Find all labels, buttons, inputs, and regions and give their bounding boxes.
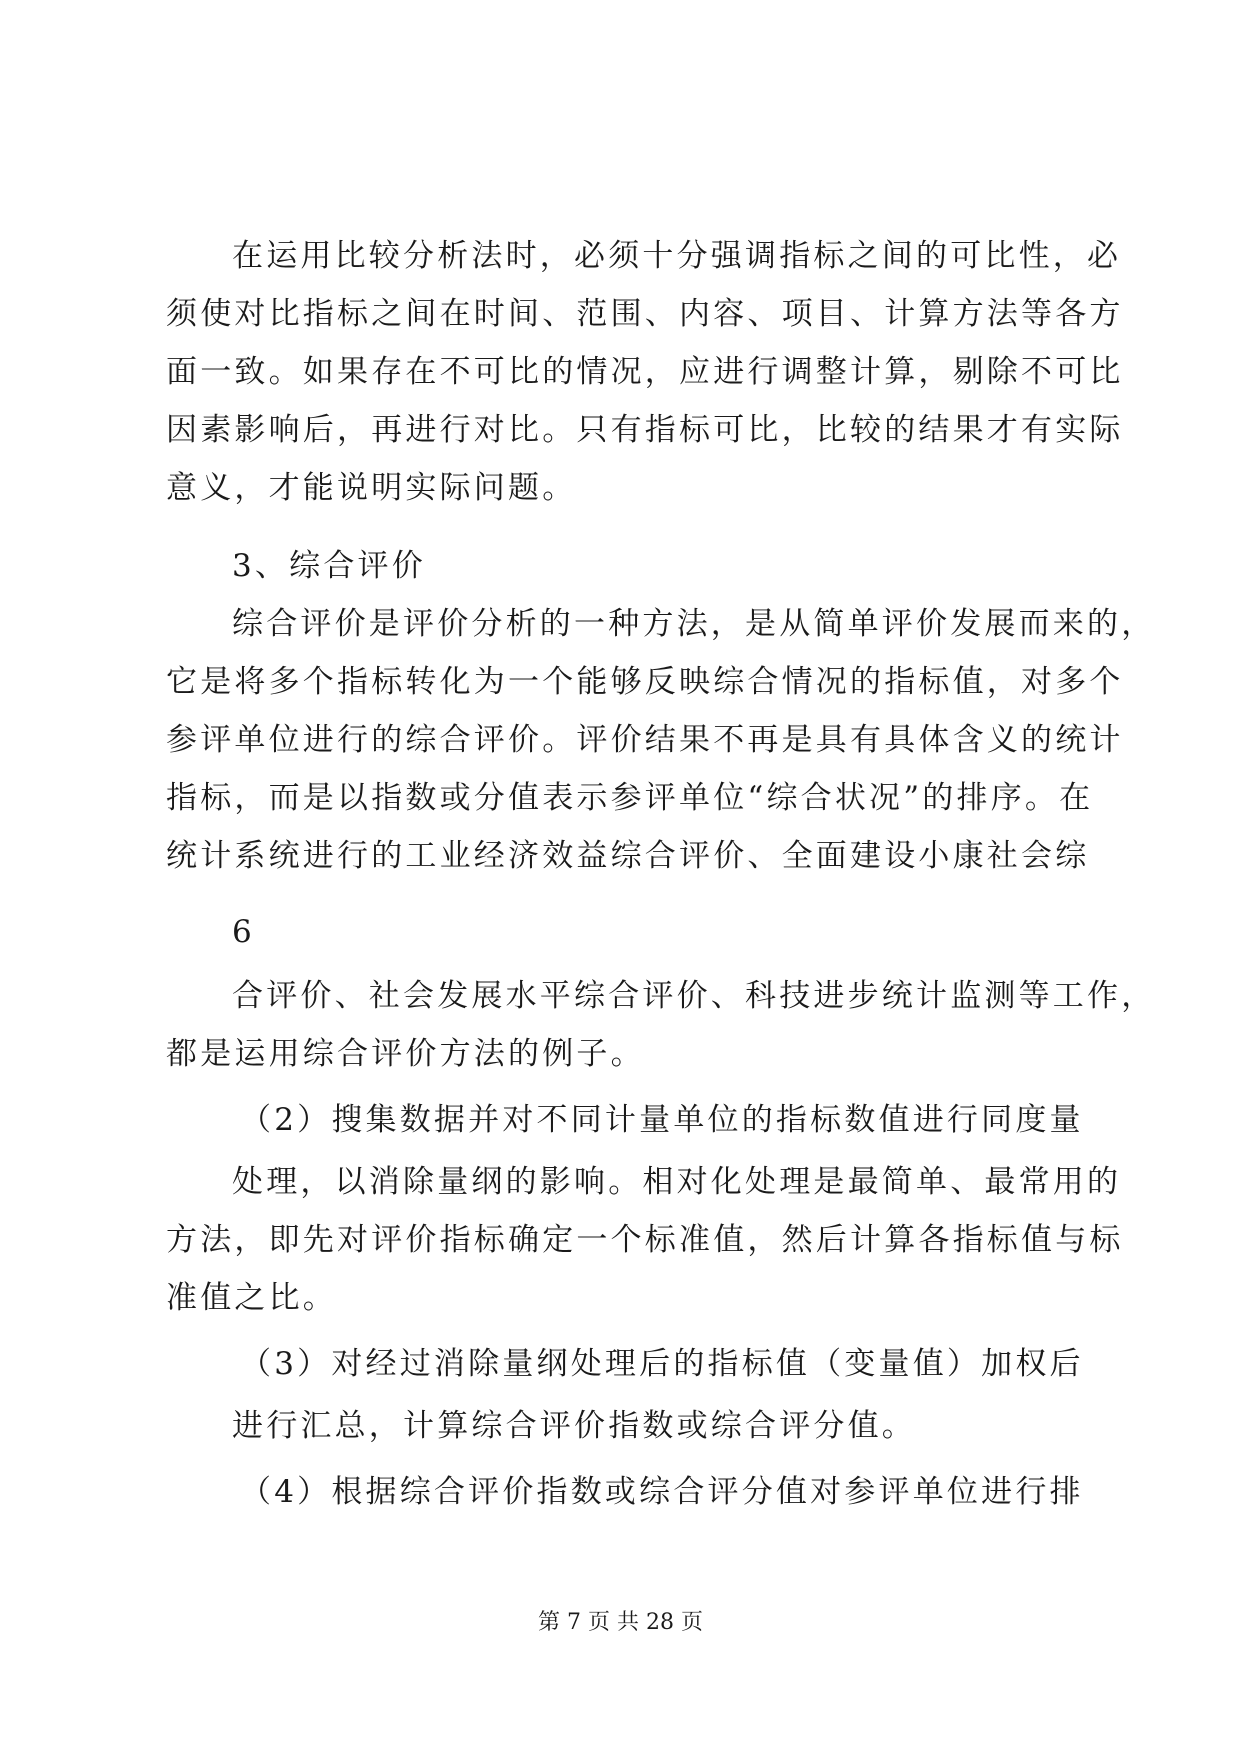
paragraph-line: 面一致。如果存在不可比的情况，应进行调整计算，剔除不可比	[166, 354, 1124, 390]
paragraph-line: 合评价、社会发展水平综合评价、科技进步统计监测等工作，	[232, 978, 1156, 1014]
page-footer: 第 7 页 共 28 页	[538, 1610, 703, 1635]
paragraph-line: 须使对比指标之间在时间、范围、内容、项目、计算方法等各方	[166, 296, 1124, 332]
paragraph-line: 方法，即先对评价指标确定一个标准值，然后计算各指标值与标	[166, 1222, 1124, 1258]
paragraph-line: 它是将多个指标转化为一个能够反映综合情况的指标值，对多个	[166, 664, 1124, 700]
paragraph-line: 统计系统进行的工业经济效益综合评价、全面建设小康社会综	[166, 838, 1090, 874]
list-item-line: （2）搜集数据并对不同计量单位的指标数值进行同度量	[240, 1102, 1084, 1138]
paragraph-line: 准值之比。	[166, 1280, 337, 1316]
inline-page-number: 6	[232, 914, 255, 950]
list-item-line: （3）对经过消除量纲处理后的指标值（变量值）加权后	[240, 1346, 1084, 1382]
paragraph-line: 进行汇总，计算综合评价指数或综合评分值。	[232, 1408, 916, 1444]
paragraph-line: 在运用比较分析法时，必须十分强调指标之间的可比性，必	[232, 238, 1122, 274]
paragraph-line: 综合评价是评价分析的一种方法，是从简单评价发展而来的，	[232, 606, 1156, 642]
paragraph-line: 因素影响后，再进行对比。只有指标可比，比较的结果才有实际	[166, 412, 1124, 448]
paragraph-line: 意义，才能说明实际问题。	[166, 470, 577, 506]
paragraph-line: 都是运用综合评价方法的例子。	[166, 1036, 645, 1072]
paragraph-line: 指标，而是以指数或分值表示参评单位“综合状况”的排序。在	[166, 780, 1094, 816]
paragraph-line: 处理，以消除量纲的影响。相对化处理是最简单、最常用的	[232, 1164, 1122, 1200]
section-heading: 3、综合评价	[232, 548, 426, 584]
list-item-line: （4）根据综合评价指数或综合评分值对参评单位进行排	[240, 1474, 1084, 1510]
paragraph-line: 参评单位进行的综合评价。评价结果不再是具有具体含义的统计	[166, 722, 1124, 758]
